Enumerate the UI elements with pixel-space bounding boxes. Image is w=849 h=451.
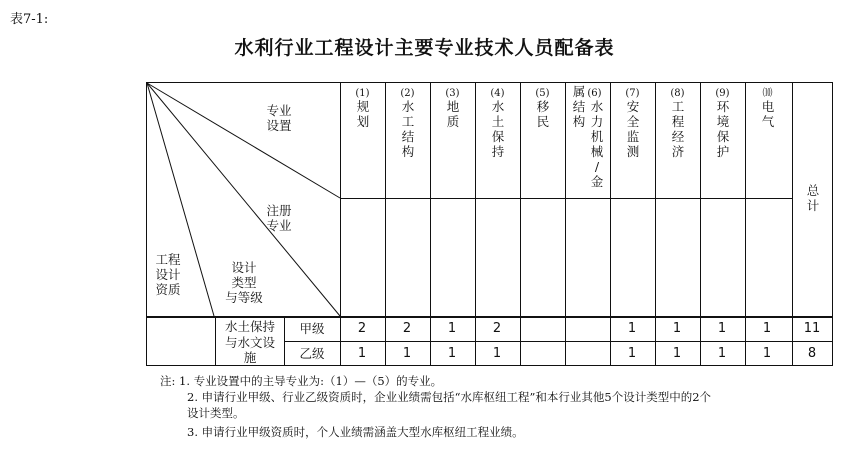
column-number: (5) xyxy=(535,88,550,99)
table-title: 水利行业工程设计主要专业技术人员配备表 xyxy=(234,37,615,59)
note-line: 注: 1. 专业设置中的主导专业为:（1）—（5）的专业。 xyxy=(160,374,443,388)
notes xyxy=(160,373,711,440)
table-cell: 1 xyxy=(672,346,682,361)
column-name-part: 水 力 机 械 / 金 xyxy=(590,99,604,189)
note-line: 3. 申请行业甲级资质时，个人业绩需涵盖大型水库枢纽工程业绩。 xyxy=(187,425,524,439)
column-number: ⑽ xyxy=(762,88,773,99)
column-name: 地 质 xyxy=(446,99,460,129)
column-number: (9) xyxy=(715,88,730,99)
note-line: 设计类型。 xyxy=(187,406,245,420)
table-cell: 1 xyxy=(717,321,727,336)
header-sheji-leixing: 设计 类型 与等级 xyxy=(225,260,263,305)
column-name: 安 全 监 测 xyxy=(626,99,640,159)
grade-jia: 甲级 xyxy=(299,321,325,336)
column-name: 规 划 xyxy=(356,99,370,129)
column-name: 环 境 保 护 xyxy=(716,99,730,159)
header-zhuce-zhuanye: 注册 专业 xyxy=(266,203,292,233)
table-cell: 1 xyxy=(627,346,637,361)
column-name: 移 民 xyxy=(536,99,550,129)
column-number: (2) xyxy=(400,88,415,99)
column-number: (3) xyxy=(445,88,460,99)
table-cell: 2 xyxy=(492,321,502,336)
column-number: (8) xyxy=(670,88,685,99)
table-cell-total: 11 xyxy=(803,321,821,336)
table-cell: 1 xyxy=(672,321,682,336)
table-cell: 1 xyxy=(627,321,637,336)
table-cell: 1 xyxy=(447,321,457,336)
column-name-part: 属 结 构 xyxy=(572,84,586,129)
column-name: 水 土 保 持 xyxy=(491,99,505,159)
table-cell: 1 xyxy=(762,346,772,361)
table-cell: 1 xyxy=(402,346,412,361)
table-cell: 1 xyxy=(762,321,772,336)
table-cell: 1 xyxy=(717,346,727,361)
grade-yi: 乙级 xyxy=(299,346,325,361)
header-zhuanye-shezhi: 专业 设置 xyxy=(266,103,292,133)
header-total: 总 计 xyxy=(806,183,820,213)
column-number: (4) xyxy=(490,88,505,99)
column-name: 水 工 结 构 xyxy=(401,99,415,159)
table-cell: 2 xyxy=(357,321,367,336)
table-cell: 1 xyxy=(492,346,502,361)
table-cell: 1 xyxy=(447,346,457,361)
note-line: 2. 申请行业甲级、行业乙级资质时，企业业绩需包括“水库枢纽工程”和本行业其他5个设计类型中的2个 xyxy=(187,390,712,404)
column-number: (1) xyxy=(355,88,370,99)
column-name: 工 程 经 济 xyxy=(671,99,685,159)
table-label: 表7-1: xyxy=(10,12,49,27)
column-number: (7) xyxy=(625,88,640,99)
table-cell: 2 xyxy=(402,321,412,336)
column-name: 电 气 xyxy=(761,99,775,129)
table-cell: 1 xyxy=(357,346,367,361)
column-number: (6) xyxy=(587,88,602,99)
design-type-label: 水土保持 与水文设 施 xyxy=(224,319,275,365)
header-gongcheng-zizhi: 工程 设计 资质 xyxy=(155,252,181,297)
table-cell-total: 8 xyxy=(807,346,817,361)
